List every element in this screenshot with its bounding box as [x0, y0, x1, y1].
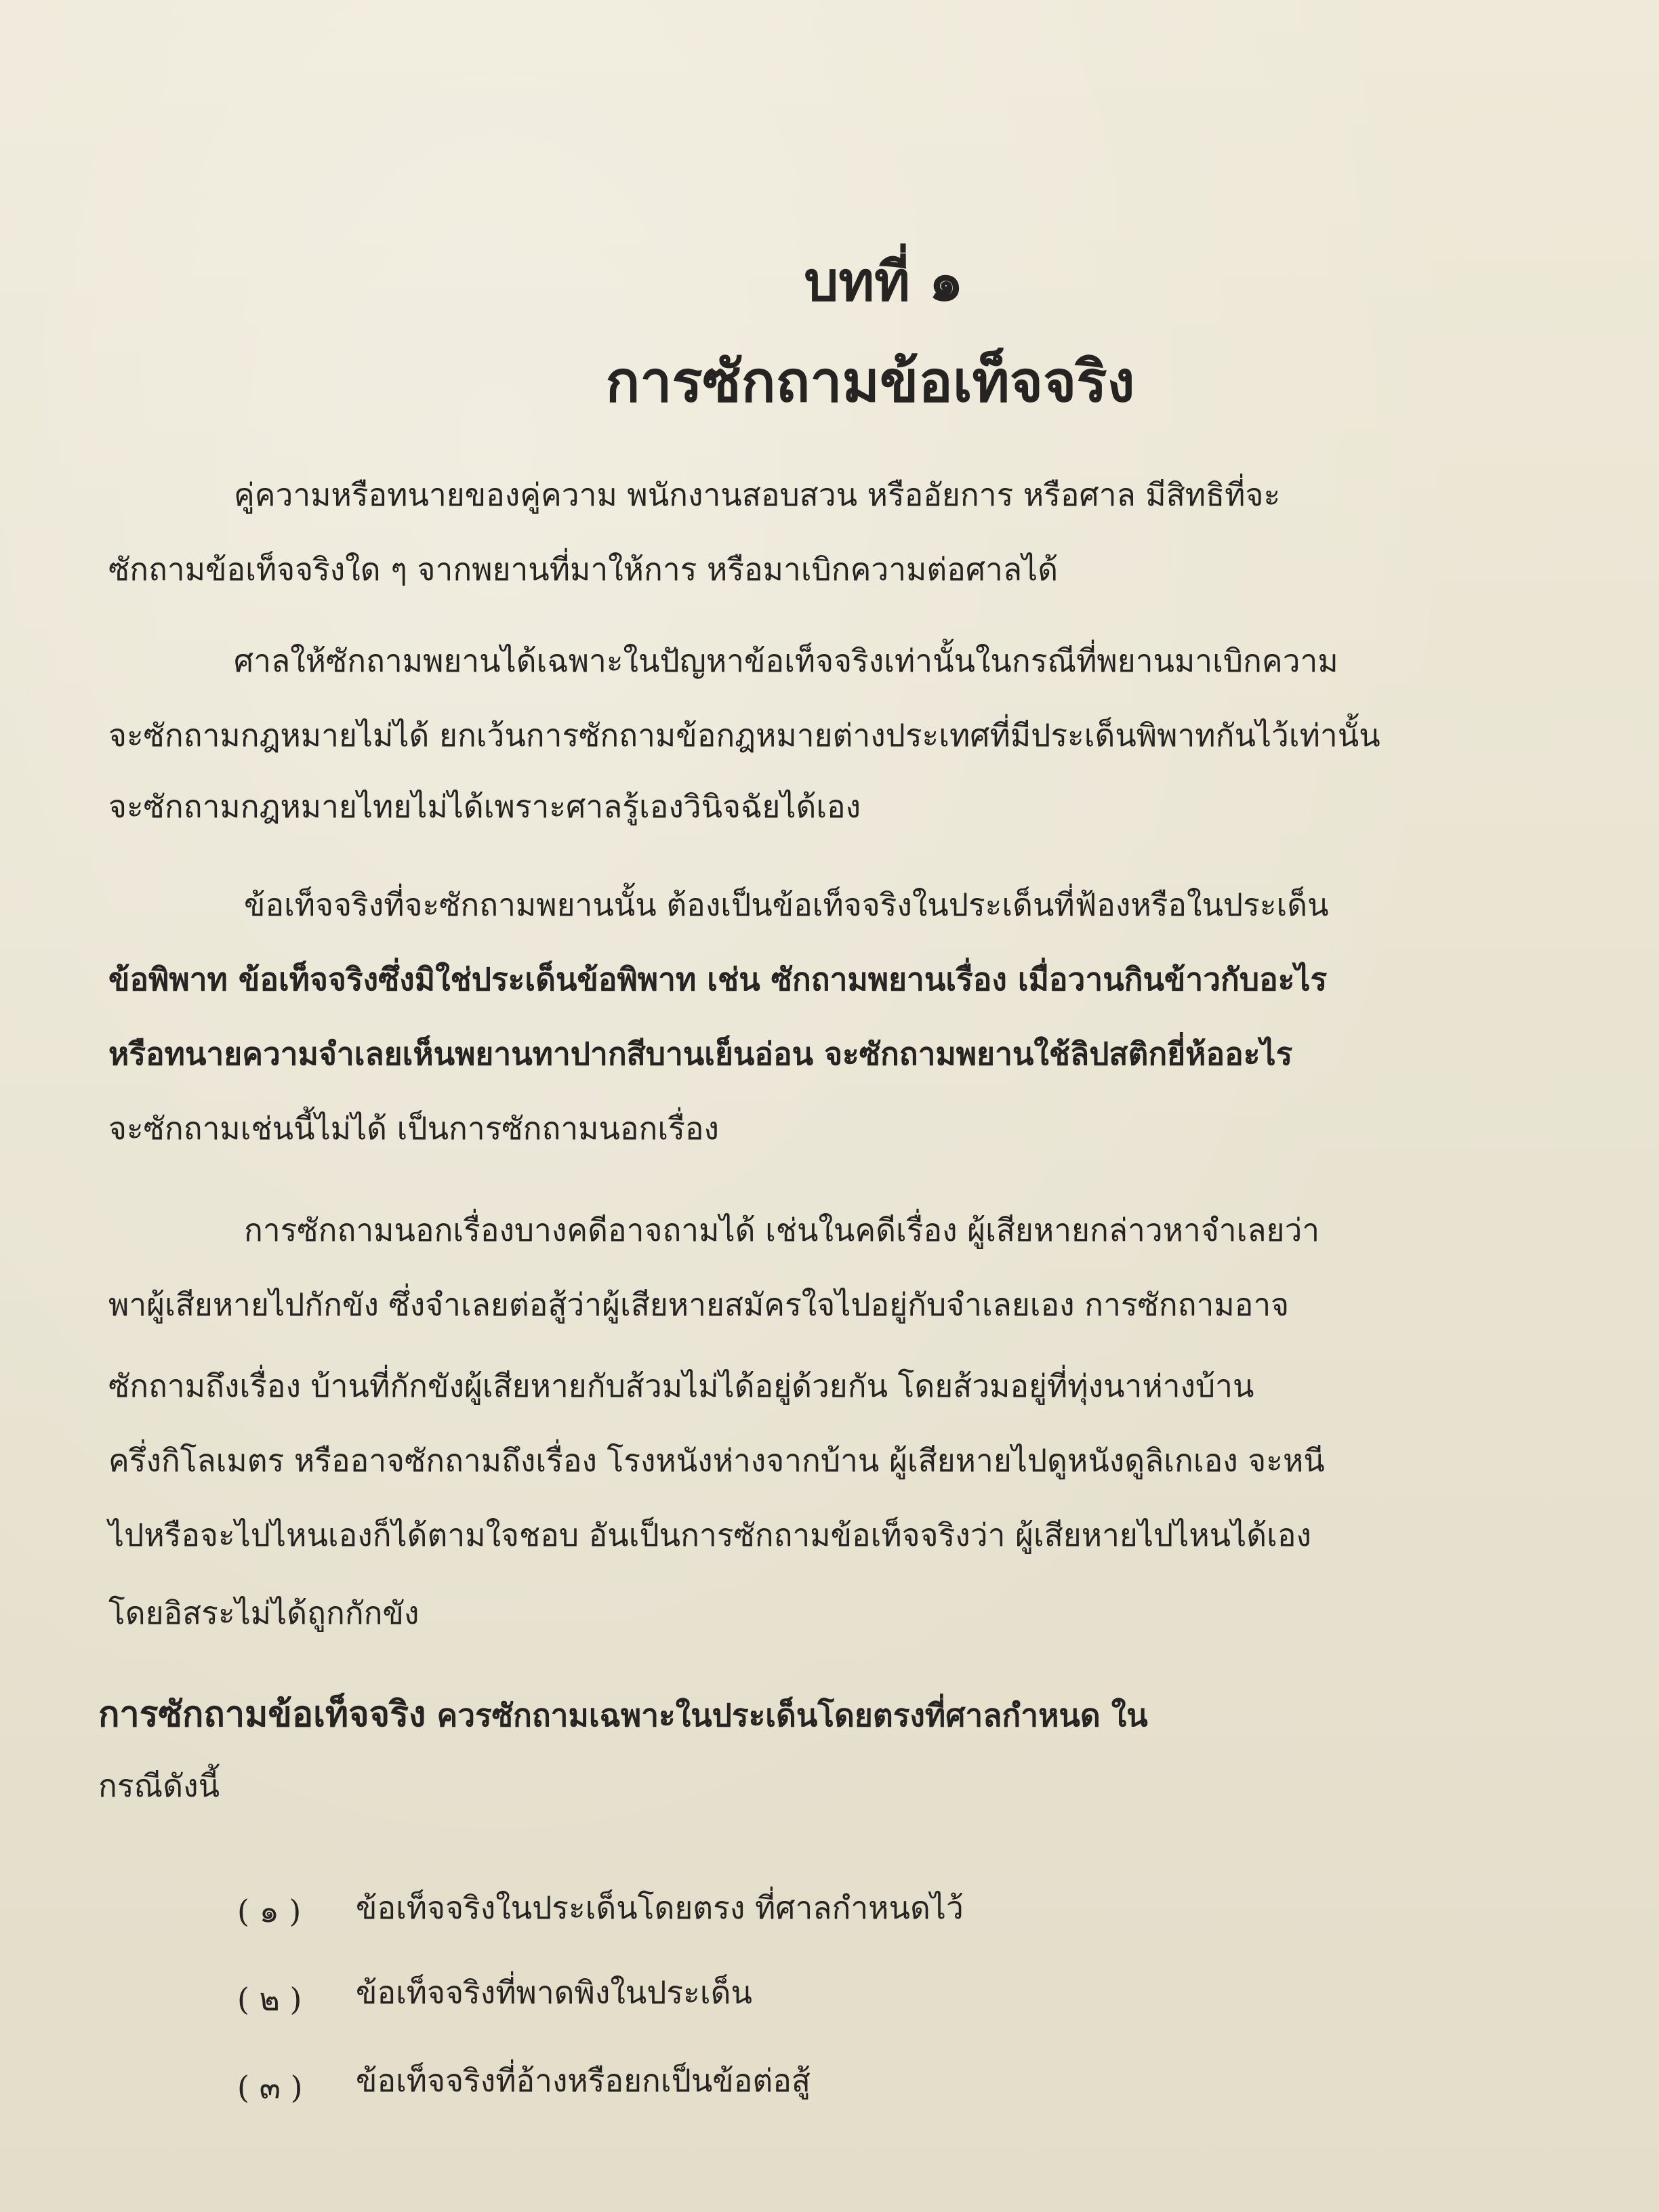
- paragraph-line: ซักถามถึงเรื่อง บ้านที่กักขังผู้เสียหายกับส้วมไม่ได้อยู่ด้วยกัน โดยส้วมอยู่ที่ทุ่งนาห่างบ้าน: [108, 1368, 1254, 1404]
- paragraph-line: ครึ่งกิโลเมตร หรืออาจซักถามถึงเรื่อง โรงหนังห่างจากบ้าน ผู้เสียหายไปดูหนังดูลิเกเอง จะหนี: [108, 1442, 1325, 1479]
- paragraph-line: จะซักถามเช่นนี้ไม่ได้ เป็นการซักถามนอกเรื่อง: [108, 1110, 719, 1147]
- list-item-number: ( ๑ ): [237, 1893, 302, 1929]
- paragraph-line: จะซักถามกฎหมายไทยไม่ได้เพราะศาลรู้เองวินิจฉัยได้เอง: [108, 788, 861, 825]
- chapter-heading: บทที่ ๑: [804, 249, 964, 313]
- paragraph-line: ศาลให้ซักถามพยานได้เฉพาะในปัญหาข้อเท็จจริงเท่านั้นในกรณีที่พยานมาเบิกความ: [234, 642, 1338, 679]
- lead-continuation: ควรซักถามเฉพาะในประเด็นโดยตรงที่ศาลกำหนด ใน: [426, 1697, 1148, 1734]
- paragraph-line: ข้อพิพาท ข้อเท็จจริงซึ่งมิใช่ประเด็นข้อพิพาท เช่น ซักถามพยานเรื่อง เมื่อวานกินข้าวกับอะไร: [108, 961, 1328, 998]
- paragraph-line: คู่ความหรือทนายของคู่ความ พนักงานสอบสวน หรืออัยการ หรือศาล มีสิทธิที่จะ: [234, 476, 1281, 513]
- paragraph-line: หรือทนายความจำเลยเห็นพยานทาปากสีบานเย็นอ่อน จะซักถามพยานใช้ลิปสติกยี่ห้ออะไร: [108, 1036, 1293, 1072]
- paragraph-line: ข้อเท็จจริงที่จะซักถามพยานนั้น ต้องเป็นข้อเท็จจริงในประเด็นที่ฟ้องหรือในประเด็น: [244, 886, 1329, 923]
- lead-phrase: การซักถามข้อเท็จจริง: [98, 1694, 426, 1735]
- paragraph-line: ซักถามข้อเท็จจริงใด ๆ จากพยานที่มาให้การ หรือมาเบิกความต่อศาลได้: [108, 551, 1059, 588]
- paragraph-line: การซักถามนอกเรื่องบางคดีอาจถามได้ เช่นในคดีเรื่อง ผู้เสียหายกล่าวหาจำเลยว่า: [244, 1212, 1320, 1248]
- paragraph-line: จะซักถามกฎหมายไม่ได้ ยกเว้นการซักถามข้อกฎหมายต่างประเทศที่มีประเด็นพิพาทกันไว้เท่านั้น: [108, 717, 1380, 754]
- list-item-number: ( ๓ ): [237, 2069, 303, 2106]
- list-item-number: ( ๒ ): [237, 1981, 302, 2018]
- list-item-text: ข้อเท็จจริงที่พาดพิงในประเด็น: [356, 1974, 752, 2011]
- list-item-text: ข้อเท็จจริงที่อ้างหรือยกเป็นข้อต่อสู้: [356, 2062, 811, 2099]
- paragraph-line: กรณีดังนี้: [98, 1767, 220, 1804]
- chapter-title: การซักถามข้อเท็จจริง: [605, 348, 1135, 415]
- paragraph-line: พาผู้เสียหายไปกักขัง ซึ่งจำเลยต่อสู้ว่าผู้เสียหายสมัครใจไปอยู่กับจำเลยเอง การซักถามอาจ: [108, 1286, 1290, 1323]
- paragraph-line: ไปหรือจะไปไหนเองก็ได้ตามใจชอบ อันเป็นการซักถามข้อเท็จจริงว่า ผู้เสียหายไปไหนได้เอง: [108, 1517, 1311, 1553]
- paragraph-line: โดยอิสระไม่ได้ถูกกักขัง: [108, 1595, 419, 1631]
- list-item-text: ข้อเท็จจริงในประเด็นโดยตรง ที่ศาลกำหนดไว้: [356, 1889, 964, 1926]
- paragraph-line: [98, 1691, 1148, 1739]
